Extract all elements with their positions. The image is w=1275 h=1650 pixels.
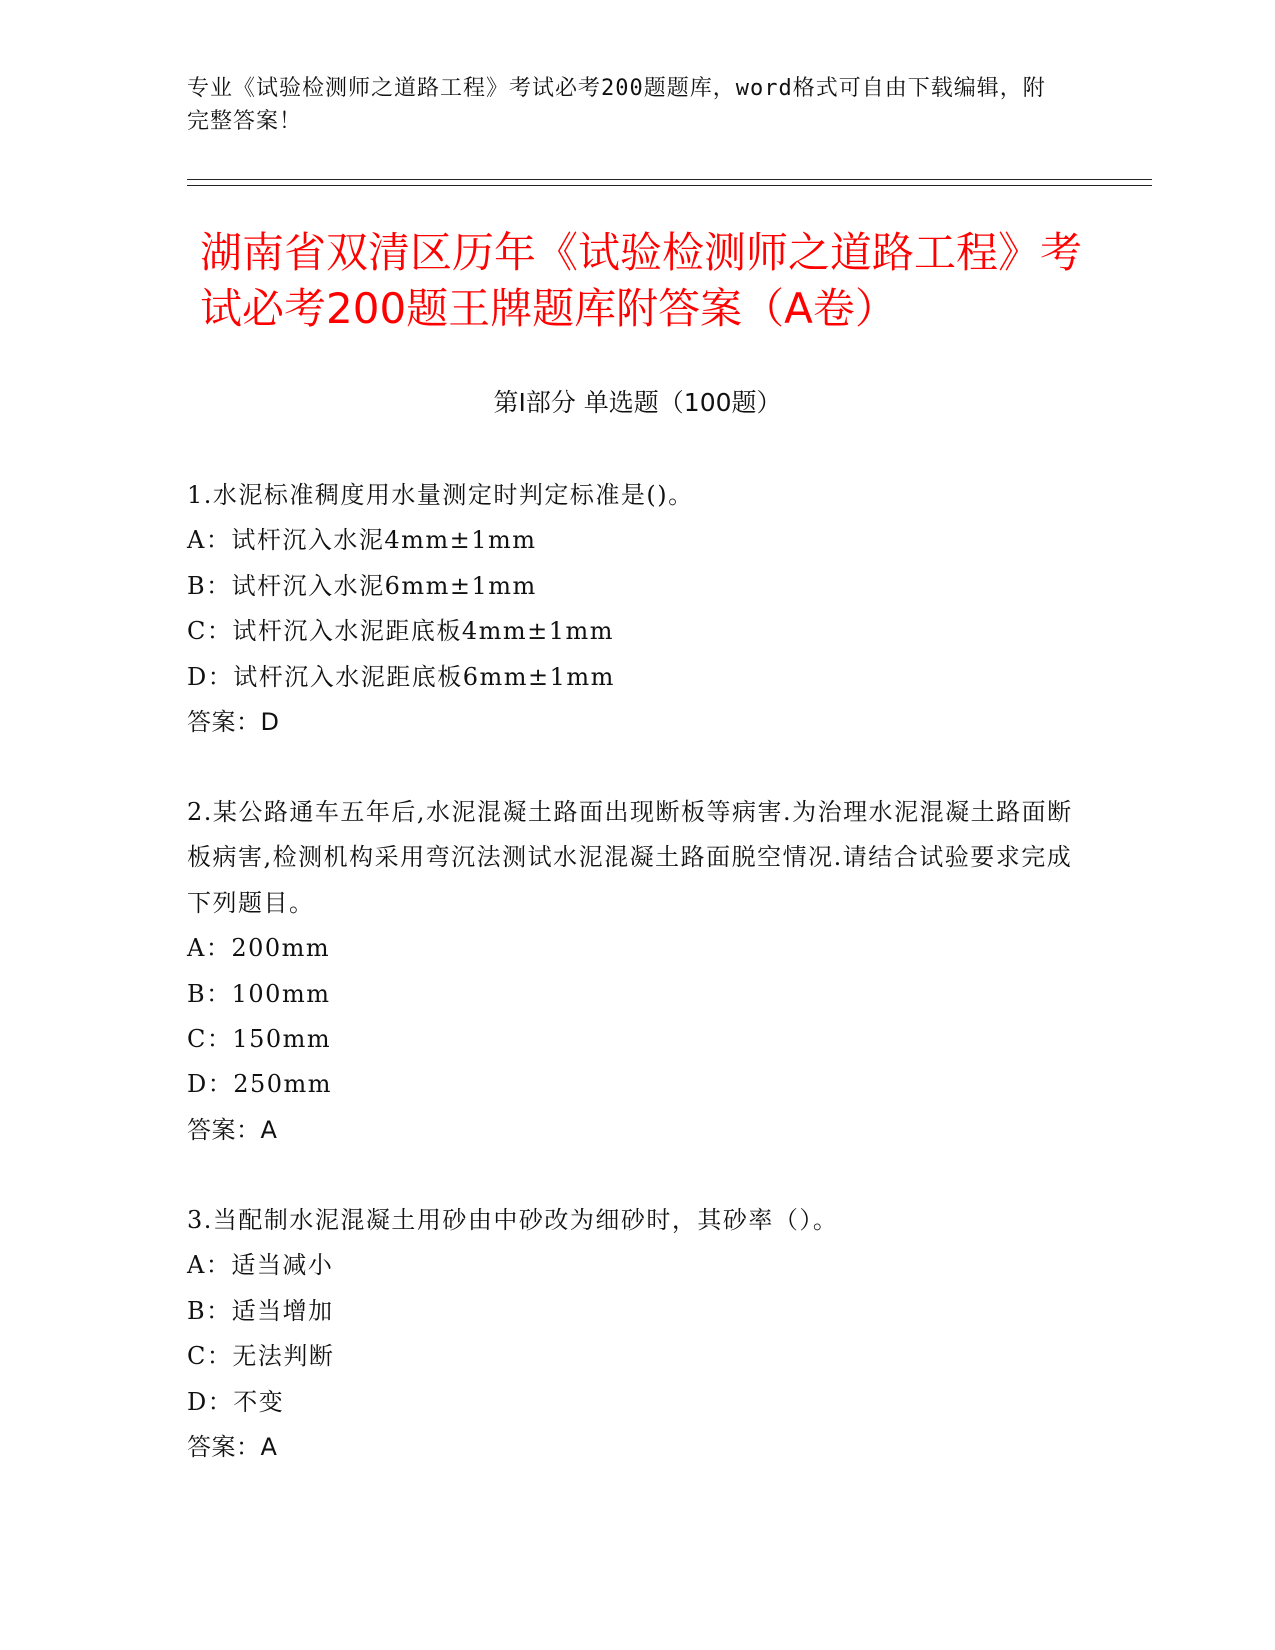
header-divider-top (187, 179, 1152, 180)
question-2 (187, 790, 1087, 1153)
option-c: C：150mm (187, 1025, 332, 1054)
option-a: A：200mm (187, 934, 331, 963)
option-c: C：无法判断 (187, 1342, 335, 1371)
header-divider-bottom (187, 185, 1152, 186)
option-b: B：适当增加 (187, 1296, 334, 1325)
answer: 答案：A (187, 1433, 278, 1462)
option-b: B：试杆沉入水泥6mm±1mm (187, 571, 537, 600)
answer: 答案：A (187, 1115, 278, 1144)
option-b: B：100mm (187, 979, 331, 1008)
question-stem: 1.水泥标准稠度用水量测定时判定标准是()。 (187, 481, 694, 509)
question-1 (187, 473, 1087, 745)
section-heading: 第I部分 单选题（100题） (493, 388, 782, 417)
question-3 (187, 1198, 1087, 1470)
answer: 答案：D (187, 708, 280, 737)
option-c: C：试杆沉入水泥距底板4mm±1mm (187, 617, 615, 646)
option-d: D：试杆沉入水泥距底板6mm±1mm (187, 662, 615, 691)
option-d: D：250mm (187, 1070, 333, 1099)
question-stem: 3.当配制水泥混凝土用砂由中砂改为细砂时，其砂率（）。 (187, 1206, 839, 1234)
option-d: D：不变 (187, 1387, 285, 1416)
document-title: 湖南省双清区历年《试验检测师之道路工程》考试必考200题王牌题库附答案（A卷） (200, 228, 1083, 333)
option-a: A：试杆沉入水泥4mm±1mm (187, 526, 537, 555)
option-a: A：适当减小 (187, 1251, 334, 1280)
header-note: 专业《试验检测师之道路工程》考试必考200题题库，word格式可自由下载编辑，附完整答案！ (187, 76, 1046, 134)
question-stem: 2.某公路通车五年后,水泥混凝土路面出现断板等病害.为治理水泥混凝土路面断板病害,检测机构采用弯沉法测试水泥混凝土路面脱空情况.请结合试验要求完成下列题目。 (187, 798, 1073, 917)
